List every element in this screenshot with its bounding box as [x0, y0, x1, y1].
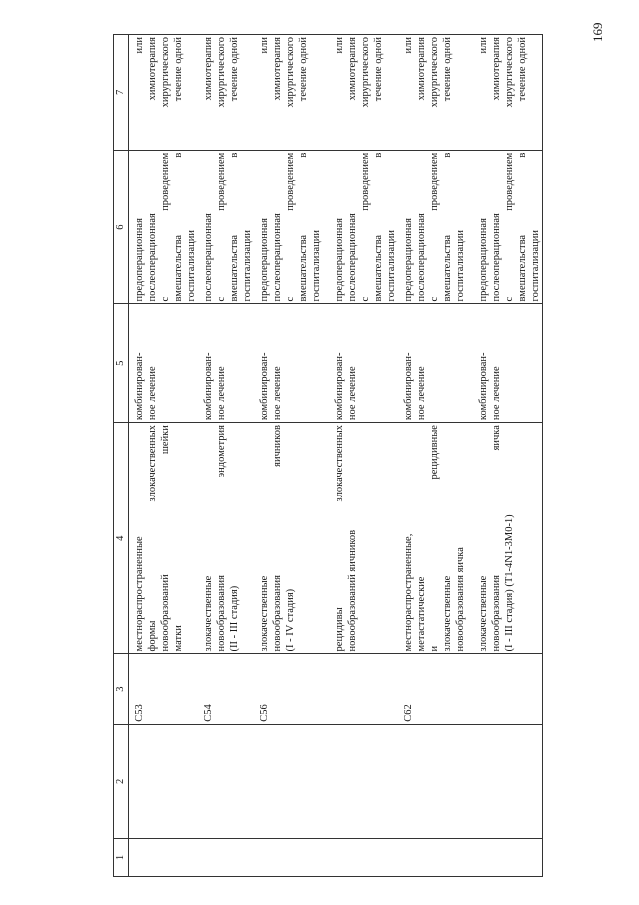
method-line: с проведением: [504, 152, 515, 302]
table-bottom: [543, 35, 544, 877]
icd-code: C53: [134, 704, 145, 722]
method-tail-line: химиотерапия: [203, 37, 214, 101]
method-line: послеоперационная: [272, 213, 283, 302]
diagnosis-line: новообразования эндометрия: [216, 425, 227, 652]
column-header: 4: [114, 423, 129, 654]
column-header: 1: [114, 838, 129, 876]
method-cell: [398, 150, 467, 304]
method-tail-line: течение одной: [229, 37, 240, 102]
diagnosis-line: злокачественные: [478, 575, 489, 652]
treatment-type-cell: [198, 304, 254, 423]
method-cell: [467, 150, 543, 304]
diagnosis-line: злокачественные: [442, 575, 453, 652]
method-line: вмешательства в: [229, 152, 240, 302]
icd-code-cell: [398, 654, 467, 724]
icd-code: C62: [403, 704, 414, 722]
method-line: с проведением: [285, 152, 296, 302]
icd-code-cell: [323, 654, 398, 724]
column-header: 2: [114, 724, 129, 838]
diagnosis-cell: [198, 423, 254, 654]
diagnosis-cell: [467, 423, 543, 654]
method-line: вмешательства в: [373, 152, 384, 302]
cell-col2: [129, 724, 199, 838]
method-continuation-cell: [129, 35, 199, 151]
column-header: 6: [114, 150, 129, 304]
diagnosis-line: новообразований яичников: [347, 529, 358, 652]
treatment-type-line: ное лечение: [491, 366, 502, 421]
method-line: с проведением: [160, 152, 171, 302]
cell-col1: [129, 838, 199, 876]
table-bottom-cell: [543, 724, 544, 838]
diagnosis-line: (I - IV стадия): [285, 588, 296, 652]
rotated-table-page: [113, 34, 586, 877]
method-line: госпитализации: [186, 230, 197, 302]
cell-col1: [323, 838, 398, 876]
method-continuation-cell: [198, 35, 254, 151]
cell-col2: [254, 724, 323, 838]
cell-col1: [254, 838, 323, 876]
method-line: послеоперационная: [347, 213, 358, 302]
treatment-type-cell: [467, 304, 543, 423]
treatment-type-cell: [323, 304, 398, 423]
diagnosis-line: новообразования яичка: [491, 425, 502, 652]
method-tail-line: химиотерапия: [416, 37, 427, 101]
method-continuation-cell: [323, 35, 398, 151]
icd-code-cell: [129, 654, 199, 724]
diagnosis-line: (II - III стадия): [229, 585, 240, 652]
cell-col1: [467, 838, 543, 876]
column-number-row: [114, 35, 129, 877]
method-line: послеоперационная: [416, 213, 427, 302]
cell-col2: [323, 724, 398, 838]
method-tail-line: хирургического: [429, 37, 440, 108]
method-line: с проведением: [360, 152, 371, 302]
icd-code: C56: [259, 704, 270, 722]
diagnosis-line: новообразований шейки: [160, 425, 171, 652]
diagnosis-line: злокачественные: [203, 575, 214, 652]
treatment-type-line: ное лечение: [216, 366, 227, 421]
diagnosis-line: злокачественные: [259, 575, 270, 652]
table-bottom-cell: [543, 35, 544, 151]
diagnosis-line: (I - III стадия) (T1-4N1-3M0-1): [504, 514, 515, 652]
table-row: [323, 35, 398, 877]
method-cell: [129, 150, 199, 304]
table-row: [398, 35, 467, 877]
treatment-type-line: ное лечение: [272, 366, 283, 421]
method-line: предоперационная: [134, 218, 145, 302]
method-line: вмешательства в: [442, 152, 453, 302]
method-line: послеоперационная: [147, 213, 158, 302]
diagnosis-line: местнораспространенные,: [403, 533, 414, 652]
method-tail-line: хирургического: [160, 37, 171, 108]
table-bottom-cell: [543, 304, 544, 423]
diagnosis-line: новообразования яичка: [455, 547, 466, 652]
method-tail-line: хирургического: [504, 37, 515, 108]
diagnosis-cell: [129, 423, 199, 654]
method-line: госпитализации: [311, 230, 322, 302]
treatment-type-cell: [398, 304, 467, 423]
table-bottom-cell: [543, 150, 544, 304]
table-row: [198, 35, 254, 877]
treatment-type-line: ное лечение: [347, 366, 358, 421]
table-bottom-cell: [543, 423, 544, 654]
diagnosis-line: новообразования яичников: [272, 425, 283, 652]
treatment-type-line: комбинирован-: [403, 352, 414, 421]
cell-col1: [398, 838, 467, 876]
method-tail-line: или: [334, 37, 345, 54]
method-tail-line: течение одной: [517, 37, 528, 102]
treatment-type-cell: [254, 304, 323, 423]
diagnosis-cell: [398, 423, 467, 654]
diagnosis-line: и рецидивные: [429, 425, 440, 652]
method-line: послеоперационная: [491, 213, 502, 302]
treatment-type-line: ное лечение: [147, 366, 158, 421]
diagnosis-cell: [254, 423, 323, 654]
diagnosis-line: формы злокачественных: [147, 425, 158, 652]
icd-code: C54: [203, 704, 214, 722]
method-tail-line: хирургического: [285, 37, 296, 108]
method-line: вмешательства в: [517, 152, 528, 302]
method-tail-line: течение одной: [373, 37, 384, 102]
method-line: госпитализации: [455, 230, 466, 302]
method-cell: [198, 150, 254, 304]
method-line: госпитализации: [242, 230, 253, 302]
treatment-type-line: комбинирован-: [478, 352, 489, 421]
method-line: вмешательства в: [298, 152, 309, 302]
table-row: [467, 35, 543, 877]
table-bottom-cell: [543, 838, 544, 876]
treatment-type-line: комбинирован-: [134, 352, 145, 421]
table-row: [254, 35, 323, 877]
method-line: предоперационная: [334, 218, 345, 302]
icd-code-cell: [467, 654, 543, 724]
treatment-type-cell: [129, 304, 199, 423]
icd-code-cell: [198, 654, 254, 724]
method-cell: [323, 150, 398, 304]
method-tail-line: течение одной: [173, 37, 184, 102]
method-line: предоперационная: [478, 218, 489, 302]
method-line: госпитализации: [386, 230, 397, 302]
method-line: с проведением: [216, 152, 227, 302]
table-row: [129, 35, 199, 877]
diagnosis-line: метастатические: [416, 576, 427, 652]
method-line: предоперационная: [403, 218, 414, 302]
treatment-type-line: комбинирован-: [259, 352, 270, 421]
table-body: [129, 35, 544, 877]
method-tail-line: химиотерапия: [347, 37, 358, 101]
method-tail-line: или: [478, 37, 489, 54]
method-line: с проведением: [429, 152, 440, 302]
treatment-type-line: ное лечение: [416, 366, 427, 421]
method-tail-line: химиотерапия: [491, 37, 502, 101]
method-tail-line: химиотерапия: [272, 37, 283, 101]
page-number: 169: [590, 22, 605, 42]
column-header: 3: [114, 654, 129, 724]
method-tail-line: хирургического: [360, 37, 371, 108]
cell-col2: [198, 724, 254, 838]
diagnosis-line: матки: [173, 625, 184, 652]
method-tail-line: хирургического: [216, 37, 227, 108]
treatment-type-line: комбинирован-: [334, 352, 345, 421]
method-continuation-cell: [254, 35, 323, 151]
cell-col2: [398, 724, 467, 838]
method-line: предоперационная: [259, 218, 270, 302]
icd-code-cell: [254, 654, 323, 724]
method-continuation-cell: [398, 35, 467, 151]
table-bottom-cell: [543, 654, 544, 724]
treatment-type-line: комбинирован-: [203, 352, 214, 421]
method-tail-line: или: [134, 37, 145, 54]
method-line: послеоперационная: [203, 213, 214, 302]
method-continuation-cell: [467, 35, 543, 151]
cell-col1: [198, 838, 254, 876]
diagnosis-line: местнораспространенные: [134, 536, 145, 652]
method-tail-line: течение одной: [442, 37, 453, 102]
medical-care-table: [113, 34, 543, 877]
method-tail-line: течение одной: [298, 37, 309, 102]
method-tail-line: или: [259, 37, 270, 54]
diagnosis-cell: [323, 423, 398, 654]
column-header: 5: [114, 304, 129, 423]
cell-col2: [467, 724, 543, 838]
method-tail-line: или: [403, 37, 414, 54]
method-line: госпитализации: [530, 230, 541, 302]
method-tail-line: химиотерапия: [147, 37, 158, 101]
column-header: 7: [114, 35, 129, 151]
method-cell: [254, 150, 323, 304]
diagnosis-line: рецидивы злокачественных: [334, 425, 345, 652]
method-line: вмешательства в: [173, 152, 184, 302]
